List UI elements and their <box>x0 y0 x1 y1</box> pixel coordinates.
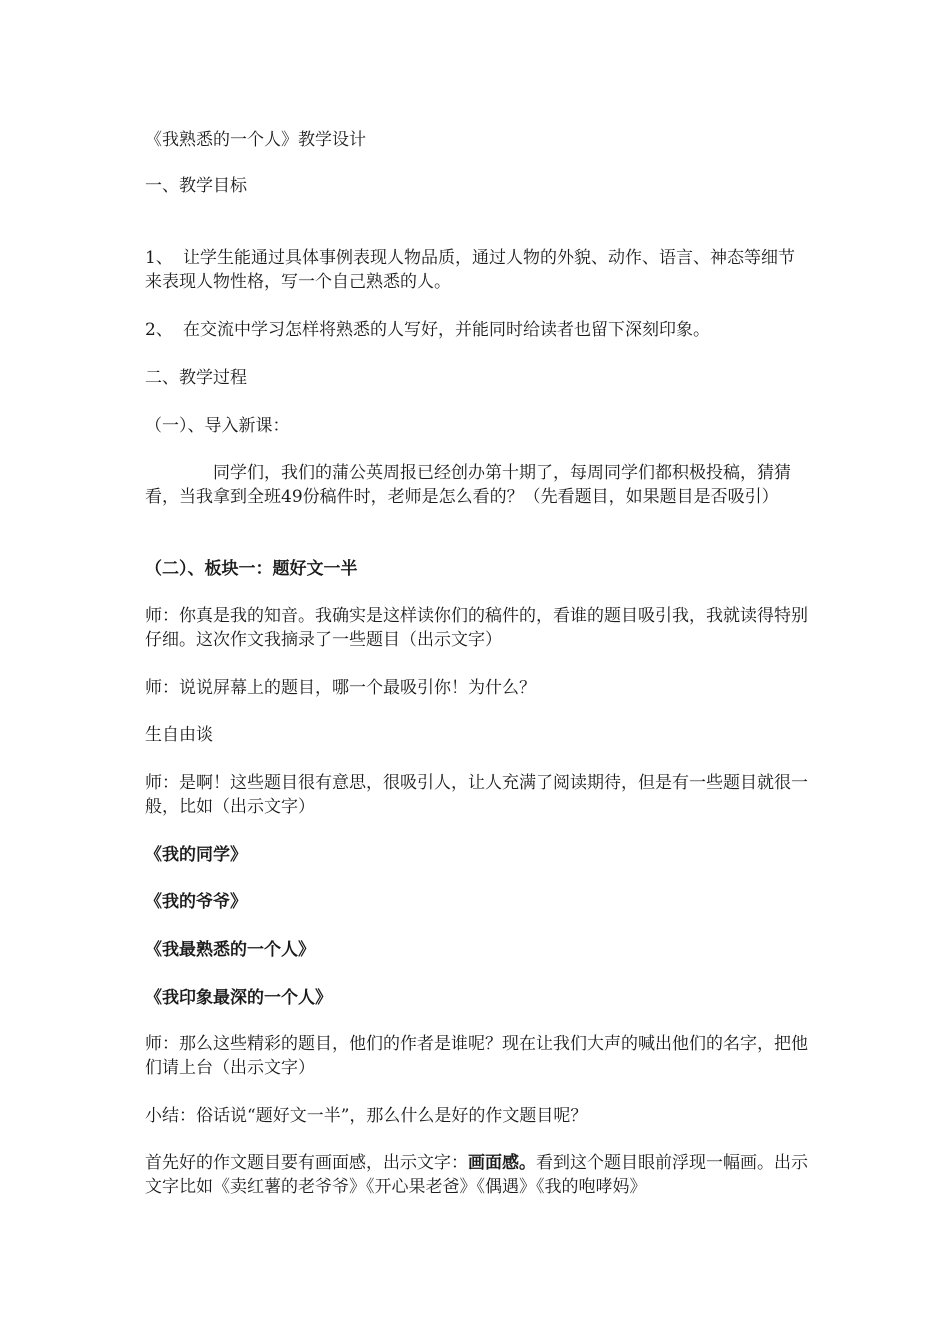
good-title-text-c: 看到这个题目眼前浮现一幅画。出示文字比如《卖红薯的老爷爷》《开心果老爸》《偶遇》《我的咆哮妈》 <box>145 1153 808 1197</box>
teacher-paragraph-2: 师：说说屏幕上的题目，哪一个最吸引你！为什么？ <box>145 678 536 698</box>
goal-1-number: 1、 <box>145 248 173 268</box>
section-heading-goals: 一、教学目标 <box>145 176 247 196</box>
good-title-paragraph <box>145 1151 810 1199</box>
doc-title: 《我熟悉的一个人》教学设计 <box>145 130 366 150</box>
step-2-heading: （二）、板块一：题好文一半 <box>145 559 358 579</box>
summary-paragraph: 小结：俗话说“题好文一半”，那么什么是好的作文题目呢？ <box>145 1106 588 1126</box>
teacher-paragraph-1: 师：你真是我的知音。我确实是这样读你们的稿件的，看谁的题目吸引我，我就读得特别仔细。这次作文我摘录了一些题目（出示文字） <box>145 606 808 650</box>
example-title-2: 《我的爷爷》 <box>145 892 247 912</box>
example-title-4: 《我印象最深的一个人》 <box>145 988 332 1008</box>
student-discussion: 生自由谈 <box>145 725 213 745</box>
example-title-1: 《我的同学》 <box>145 845 247 865</box>
example-title-3: 《我最熟悉的一个人》 <box>145 940 315 960</box>
step-1-heading: （一）、导入新课： <box>145 416 290 436</box>
section-heading-process: 二、教学过程 <box>145 368 247 388</box>
goal-1-text: 让学生能通过具体事例表现人物品质，通过人物的外貌、动作、语言、神态等细节来表现人物性格，写一个自己熟悉的人。 <box>145 248 795 292</box>
good-title-text-a: 首先好的作文题目要有画面感，出示文字： <box>145 1153 468 1173</box>
goal-item-2 <box>145 318 810 342</box>
good-title-keyword: 画面感。 <box>468 1153 536 1173</box>
teacher-paragraph-4: 师：那么这些精彩的题目，他们的作者是谁呢？现在让我们大声的喊出他们的名字，把他们请上台（出示文字） <box>145 1034 808 1078</box>
intro-paragraph: 同学们，我们的蒲公英周报已经创办第十期了，每周同学们都积极投稿，猜猜看，当我拿到全班49份稿件时，老师是怎么看的？（先看题目，如果题目是否吸引） <box>145 463 791 507</box>
teacher-paragraph-3: 师：是啊！这些题目很有意思，很吸引人，让人充满了阅读期待，但是有一些题目就很一般，比如（出示文字） <box>145 773 808 817</box>
goal-2-number: 2、 <box>145 320 173 340</box>
goal-item-1 <box>145 246 810 294</box>
goal-2-text: 在交流中学习怎样将熟悉的人写好，并能同时给读者也留下深刻印象。 <box>183 320 710 340</box>
